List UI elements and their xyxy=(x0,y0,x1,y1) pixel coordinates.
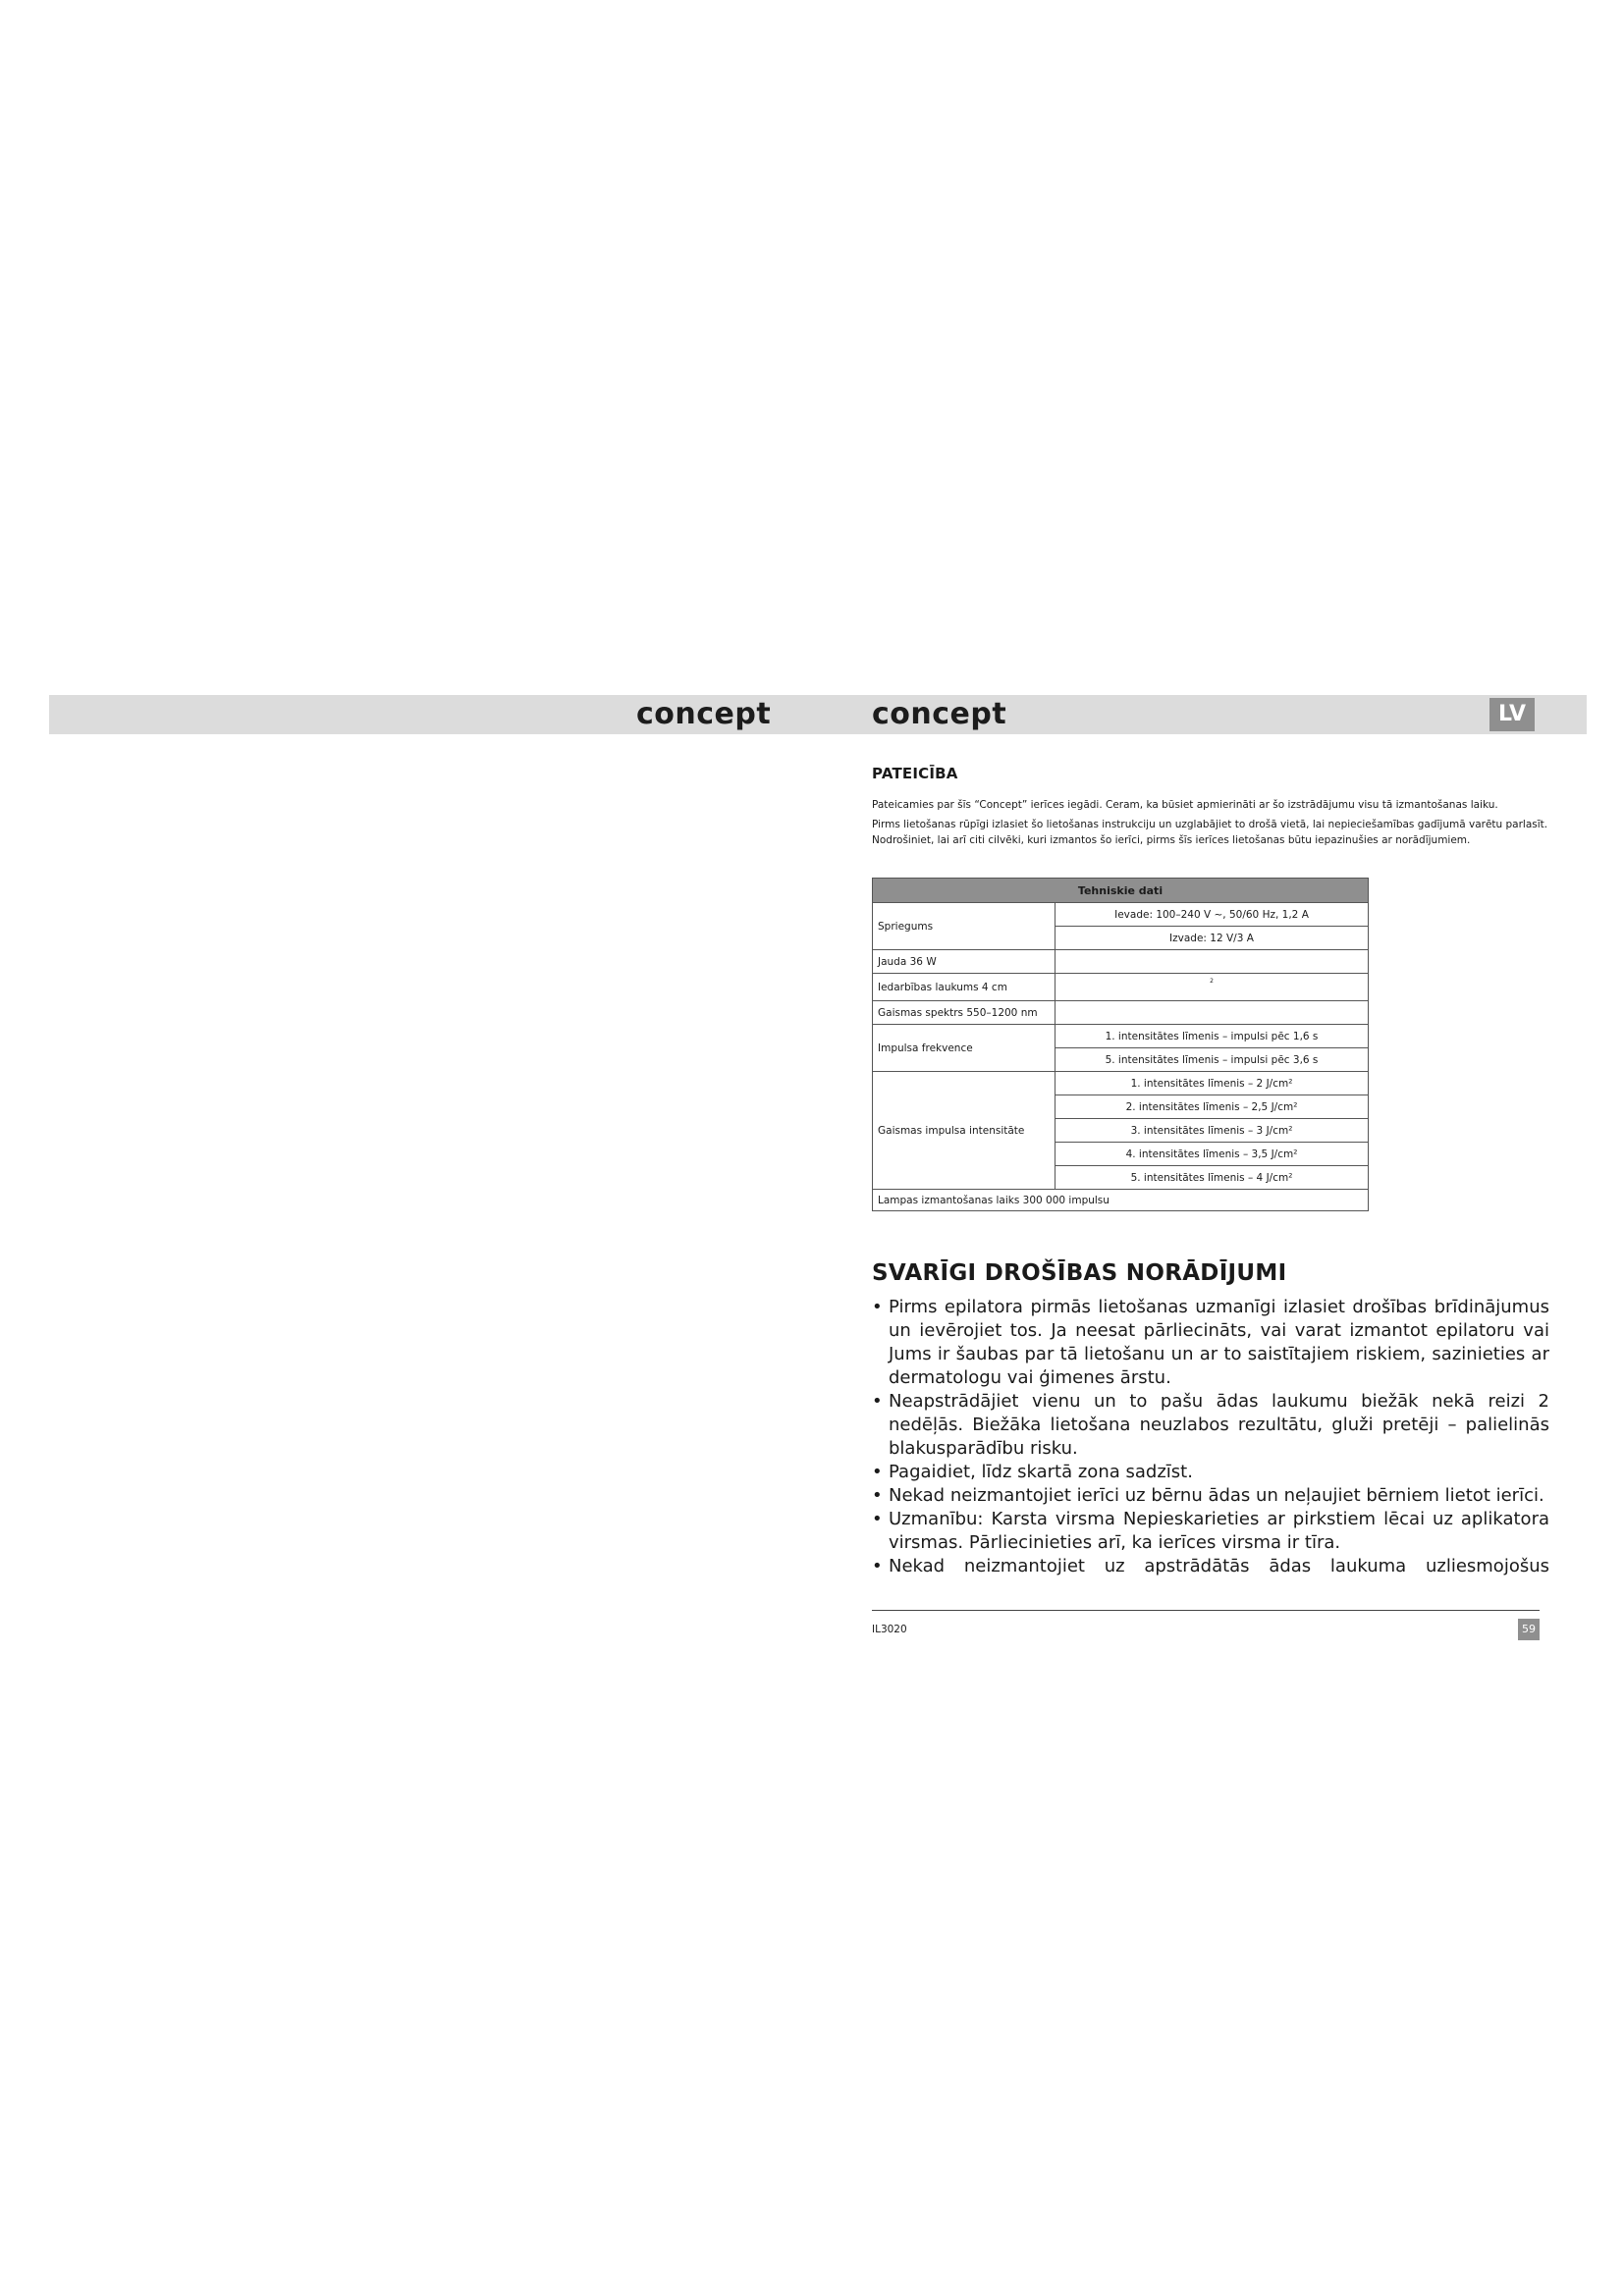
header-band xyxy=(49,695,1587,734)
table-row xyxy=(873,1072,1369,1095)
spec-label-voltage: Spriegums xyxy=(873,903,1056,950)
thanks-paragraph-2: Pirms lietošanas rūpīgi izlasiet šo lietošanas instrukciju un uzglabājiet to drošā vietā, lai nepieciešamības gadījumā varētu parlasīt. Nodrošiniet, lai arī citi cilvēki, kuri izmantos šo ierīci, pirms šīs ierīces lietošanas būtu iepazinušies ar norādījumiem. xyxy=(872,819,1548,846)
thanks-title: PATEICĪBA xyxy=(872,765,958,782)
list-item: • Nekad neizmantojiet uz apstrādātās ādas laukuma uzliesmojošus xyxy=(872,1555,1549,1578)
spec-label-frequency: Impulsa frekvence xyxy=(873,1025,1056,1072)
safety-title: SVARĪGI DROŠĪBAS NORĀDĪJUMI xyxy=(872,1260,1287,1286)
spec-value: Izvade: 12 V/3 A xyxy=(1056,927,1369,950)
list-item: • Neapstrādājiet vienu un to pašu ādas laukumu biežāk nekā reizi 2 nedēļās. Biežāka lietošana neuzlabos rezultātu, gluži pretēji – palielinās blakusparādību risku. xyxy=(872,1390,1549,1461)
table-row xyxy=(873,1025,1369,1048)
spec-label-intensity: Gaismas impulsa intensitāte xyxy=(873,1072,1056,1190)
model-number: IL3020 xyxy=(872,1624,907,1635)
footer-divider xyxy=(872,1610,1540,1611)
specs-table-title: Tehniskie dati xyxy=(873,879,1369,903)
spec-label-area: Iedarbības laukums 4 cm xyxy=(873,974,1056,1001)
spec-value: 1. intensitātes līmenis – impulsi pēc 1,6 s xyxy=(1056,1025,1369,1048)
table-row xyxy=(873,1001,1369,1025)
spec-value xyxy=(1056,1001,1369,1025)
list-item: • Pagaidiet, līdz skartā zona sadzīst. xyxy=(872,1461,1549,1484)
spec-value: 3. intensitātes līmenis – 3 J/cm² xyxy=(1056,1119,1369,1143)
spec-lamp-life: Lampas izmantošanas laiks 300 000 impulsu xyxy=(873,1190,1369,1211)
spec-value: 2. intensitātes līmenis – 2,5 J/cm² xyxy=(1056,1095,1369,1119)
spec-label-power: Jauda 36 W xyxy=(873,950,1056,974)
language-badge: LV xyxy=(1489,698,1535,731)
safety-list xyxy=(872,1296,1549,1578)
spec-value: 4. intensitātes līmenis – 3,5 J/cm² xyxy=(1056,1143,1369,1166)
thanks-paragraph-1: Pateicamies par šīs “Concept” ierīces iegādi. Ceram, ka būsiet apmierināti ar šo izstrādājumu visu tā izmantošanas laiku. xyxy=(872,799,1498,811)
table-row xyxy=(873,950,1369,974)
specs-table xyxy=(872,878,1369,1211)
list-item: • Uzmanību: Karsta virsma Nepieskarieties ar pirkstiem lēcai uz aplikatora virsmas. Pārliecinieties arī, ka ierīces virsma ir tīra. xyxy=(872,1508,1549,1555)
table-row xyxy=(873,974,1369,1001)
spec-value: 1. intensitātes līmenis – 2 J/cm² xyxy=(1056,1072,1369,1095)
page-number: 59 xyxy=(1518,1619,1540,1640)
table-row xyxy=(873,903,1369,927)
spec-value: 5. intensitātes līmenis – impulsi pēc 3,6 s xyxy=(1056,1048,1369,1072)
list-item: • Pirms epilatora pirmās lietošanas uzmanīgi izlasiet drošības brīdinājumus un ievērojiet tos. Ja neesat pārliecināts, vai varat izmantot epilatoru vai Jums ir šaubas par tā lietošanu un ar to saistītajiem riskiem, sazinieties ar dermatologu vai ģimenes ārstu. xyxy=(872,1296,1549,1390)
spec-value: 5. intensitātes līmenis – 4 J/cm² xyxy=(1056,1166,1369,1190)
spec-value: Ievade: 100–240 V ~, 50/60 Hz, 1,2 A xyxy=(1056,903,1369,927)
spec-label-spectrum: Gaismas spektrs 550–1200 nm xyxy=(873,1001,1056,1025)
list-item: • Nekad neizmantojiet ierīci uz bērnu ādas un neļaujiet bērniem lietot ierīci. xyxy=(872,1484,1549,1508)
thanks-text xyxy=(872,797,1549,852)
spec-value: 2 xyxy=(1056,974,1369,1001)
spec-value xyxy=(1056,950,1369,974)
table-row xyxy=(873,1190,1369,1211)
brand-logo-right: concept xyxy=(872,697,1007,731)
brand-logo-left: concept xyxy=(636,697,772,731)
